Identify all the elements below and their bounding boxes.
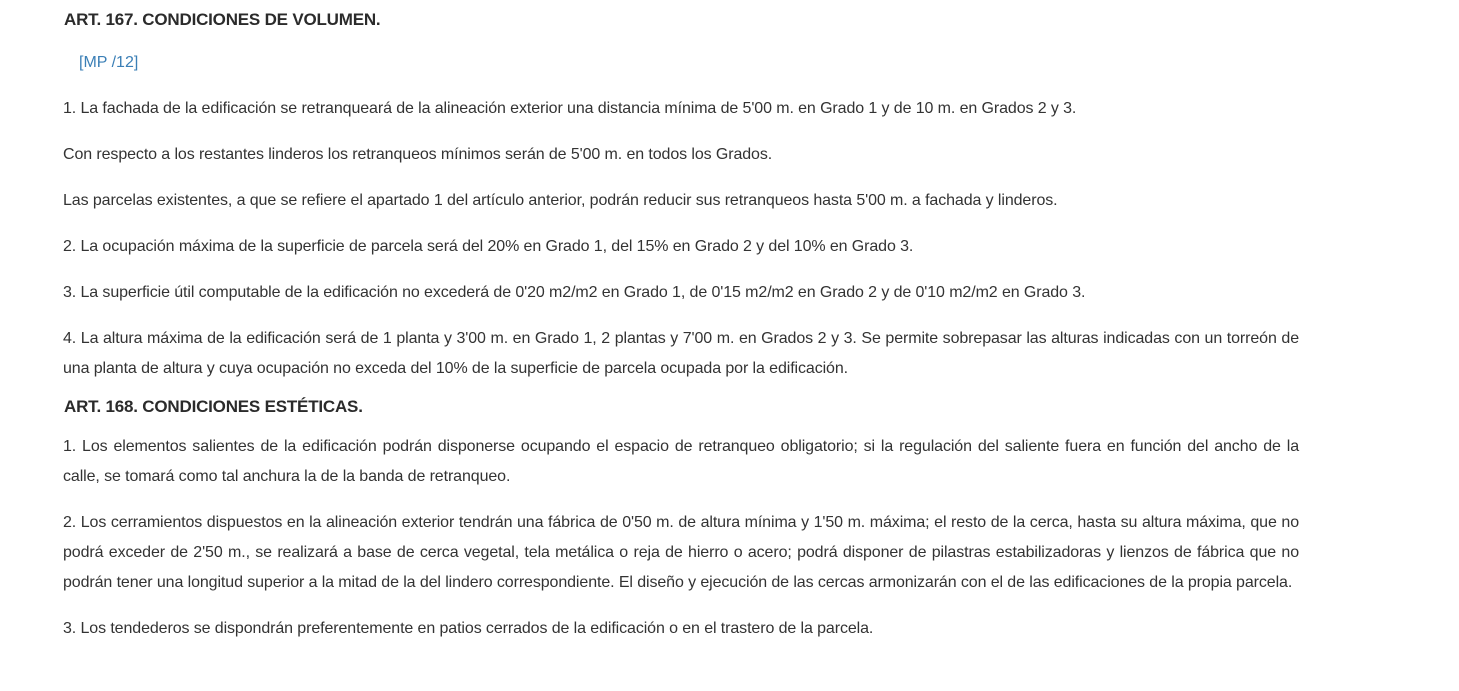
document-content [63, 0, 1299, 644]
article-167-paragraph-4: 2. La ocupación máxima de la superficie de parcela será del 20% en Grado 1, del 15% en Grado 2 y del 10% en Grado 3. [63, 238, 914, 255]
article-167-paragraph-6: 4. La altura máxima de la edificación será de 1 planta y 3'00 m. en Grado 1, 2 plantas y 7'00 m. en Grados 2 y 3. Se permite sobrepasar las alturas indicadas con un torreón de una planta de altura y cuya ocupación no exceda del 10% de la superficie de parcela ocupada por la edificación. [63, 330, 1299, 377]
article-168-paragraph-2: 2. Los cerramientos dispuestos en la alineación exterior tendrán una fábrica de 0'50 m. de altura mínima y 1'50 m. máxima; el resto de la cerca, hasta su altura máxima, que no podrá exceder de 2'50 m., se realizará a base de cerca vegetal, tela metálica o reja de hierro o acero; podrá disponer de pilastras estabilizadoras y lienzos de fábrica que no podrán tener una longitud superior a la mitad de la del lindero correspondiente. El diseño y ejecución de las cercas armonizarán con el de las edificaciones de la propia parcela. [63, 514, 1299, 591]
article-168-paragraph-1: 1. Los elementos salientes de la edificación podrán disponerse ocupando el espacio de retranqueo obligatorio; si la regulación del saliente fuera en función del ancho de la calle, se tomará como tal anchura la de la banda de retranqueo. [63, 438, 1299, 485]
modification-reference-link[interactable]: [MP /12] [79, 54, 139, 71]
article-167-title: ART. 167. CONDICIONES DE VOLUMEN. [64, 10, 381, 29]
article-168-title: ART. 168. CONDICIONES ESTÉTICAS. [64, 397, 363, 416]
article-167-paragraph-2: Con respecto a los restantes linderos los retranqueos mínimos serán de 5'00 m. en todos los Grados. [63, 146, 773, 163]
article-168-paragraph-3: 3. Los tendederos se dispondrán preferentemente en patios cerrados de la edificación o en el trastero de la parcela. [63, 620, 874, 637]
article-167-paragraph-3: Las parcelas existentes, a que se refiere el apartado 1 del artículo anterior, podrán reducir sus retranqueos hasta 5'00 m. a fachada y linderos. [63, 192, 1058, 209]
article-167-paragraph-1: 1. La fachada de la edificación se retranqueará de la alineación exterior una distancia mínima de 5'00 m. en Grado 1 y de 10 m. en Grados 2 y 3. [63, 100, 1077, 117]
article-167-paragraph-5: 3. La superficie útil computable de la edificación no excederá de 0'20 m2/m2 en Grado 1, de 0'15 m2/m2 en Grado 2 y de 0'10 m2/m2 en Grado 3. [63, 284, 1086, 301]
